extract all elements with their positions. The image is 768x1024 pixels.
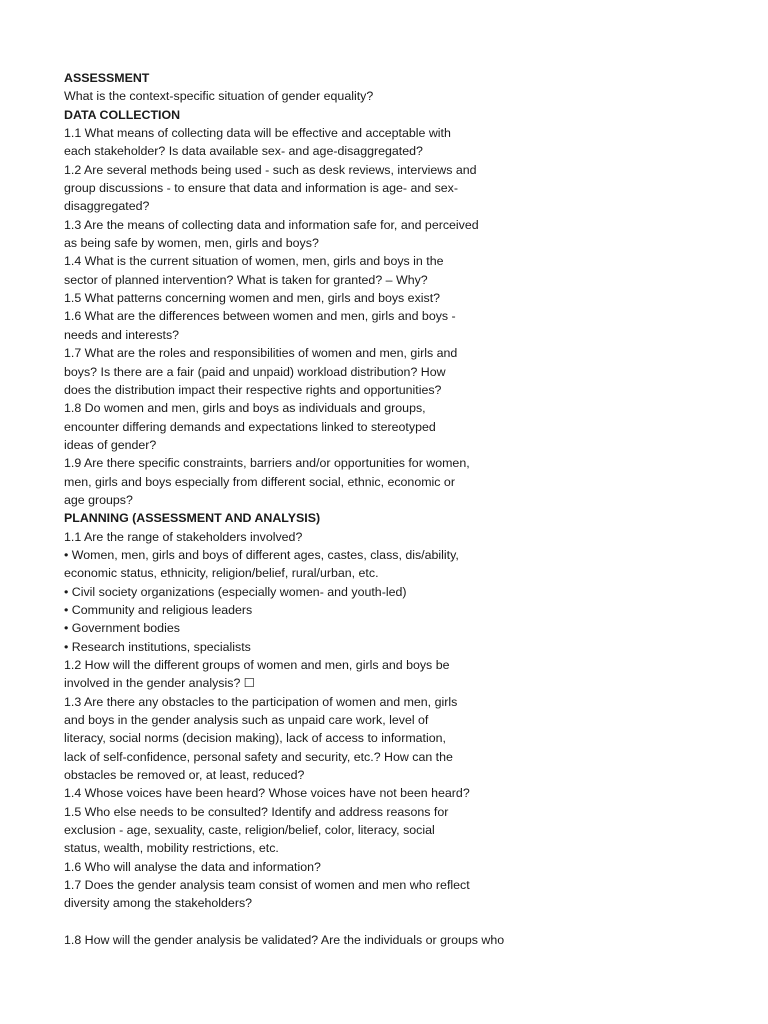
text-line: 1.6 Who will analyse the data and information? xyxy=(64,859,321,874)
text-line: • Civil society organizations (especially women- and youth-led) xyxy=(64,584,407,599)
text-line: does the distribution impact their respective rights and opportunities? xyxy=(64,382,442,397)
text-line: men, girls and boys especially from different social, ethnic, economic or xyxy=(64,474,455,489)
text-line: sector of planned intervention? What is taken for granted? – Why? xyxy=(64,272,428,287)
document-page xyxy=(64,69,744,950)
text-line: 1.4 What is the current situation of women, men, girls and boys in the xyxy=(64,254,444,269)
text-line: 1.8 How will the gender analysis be validated? Are the individuals or groups who xyxy=(64,933,505,948)
text-line: lack of self-confidence, personal safety and security, etc.? How can the xyxy=(64,749,453,764)
text-line: 1.5 Who else needs to be consulted? Identify and address reasons for xyxy=(64,804,449,819)
text-line: 1.5 What patterns concerning women and men, girls and boys exist? xyxy=(64,291,441,306)
text-line: 1.8 Do women and men, girls and boys as individuals and groups, xyxy=(64,401,426,416)
text-line: as being safe by women, men, girls and boys? xyxy=(64,236,319,251)
blank-line xyxy=(64,913,744,931)
text-line: • Research institutions, specialists xyxy=(64,639,251,654)
text-line: disaggregated? xyxy=(64,199,150,214)
text-line: 1.1 What means of collecting data will be effective and acceptable with xyxy=(64,126,451,141)
text-line: 1.1 Are the range of stakeholders involved? xyxy=(64,529,303,544)
text-line: 1.3 Are there any obstacles to the participation of women and men, girls xyxy=(64,694,458,709)
section-heading: ASSESSMENT xyxy=(64,71,150,85)
text-line: 1.9 Are there specific constraints, barriers and/or opportunities for women, xyxy=(64,456,470,471)
text-line: • Women, men, girls and boys of different ages, castes, class, dis/ability, xyxy=(64,547,459,562)
section-heading: DATA COLLECTION xyxy=(64,107,181,122)
text-line: literacy, social norms (decision making), lack of access to information, xyxy=(64,731,446,746)
text-line: needs and interests? xyxy=(64,327,180,342)
text-line: • Government bodies xyxy=(64,621,180,636)
text-line: encounter differing demands and expectations linked to stereotyped xyxy=(64,419,436,434)
text-line: 1.6 What are the differences between women and men, girls and boys - xyxy=(64,309,456,324)
section-heading: PLANNING (ASSESSMENT AND ANALYSIS) xyxy=(64,511,321,526)
text-line: boys? Is there are a fair (paid and unpaid) workload distribution? How xyxy=(64,364,446,379)
text-line: group discussions - to ensure that data and information is age- and sex- xyxy=(64,181,458,196)
text-line: age groups? xyxy=(64,492,133,507)
text-line: each stakeholder? Is data available sex- and age-disaggregated? xyxy=(64,144,423,159)
text-line: 1.3 Are the means of collecting data and information safe for, and perceived xyxy=(64,217,479,232)
text-line: 1.2 How will the different groups of women and men, girls and boys be xyxy=(64,658,450,672)
text-line: 1.7 Does the gender analysis team consist of women and men who reflect xyxy=(64,878,470,893)
text-line: exclusion - age, sexuality, caste, religion/belief, color, literacy, social xyxy=(64,823,435,838)
text-line: involved in the gender analysis? ☐ xyxy=(64,676,255,691)
text-line: economic status, ethnicity, religion/belief, rural/urban, etc. xyxy=(64,566,379,581)
text-line: and boys in the gender analysis such as unpaid care work, level of xyxy=(64,713,429,728)
text-line: • Community and religious leaders xyxy=(64,602,253,617)
text-line: 1.2 Are several methods being used - such as desk reviews, interviews and xyxy=(64,162,477,177)
text-line: 1.4 Whose voices have been heard? Whose voices have not been heard? xyxy=(64,786,470,801)
text-line: 1.7 What are the roles and responsibilities of women and men, girls and xyxy=(64,346,458,361)
text-line: obstacles be removed or, at least, reduced? xyxy=(64,768,305,783)
text-line: status, wealth, mobility restrictions, etc. xyxy=(64,841,279,856)
text-line: ideas of gender? xyxy=(64,437,157,452)
text-line: diversity among the stakeholders? xyxy=(64,896,253,911)
text-line: What is the context-specific situation of gender equality? xyxy=(64,89,374,104)
